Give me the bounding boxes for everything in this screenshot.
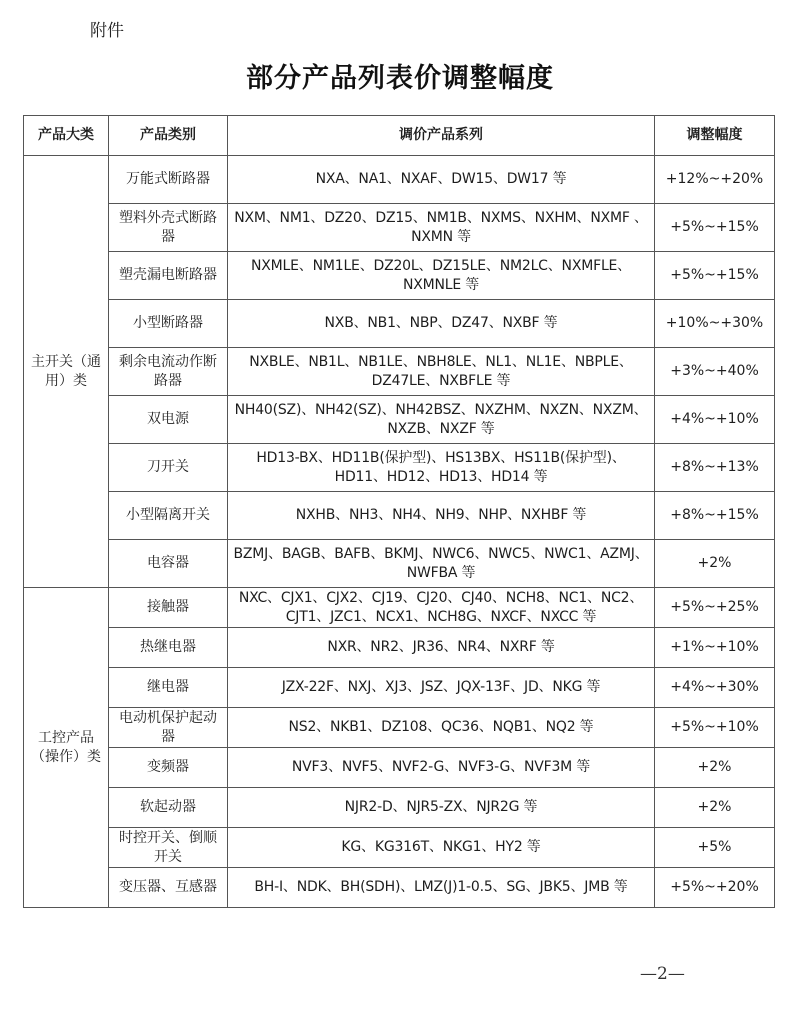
product-category-cell: 电动机保护起动器 [109, 708, 228, 748]
adjustment-range-cell: +4%~+10% [655, 396, 775, 444]
product-series-cell: BZMJ、BAGB、BAFB、BKMJ、NWC6、NWC5、NWC1、AZMJ、NWFBA 等 [228, 540, 655, 588]
table-row [24, 588, 775, 628]
product-series-cell: NXBLE、NB1L、NB1LE、NBH8LE、NL1、NL1E、NBPLE、DZ47LE、NXBFLE 等 [228, 348, 655, 396]
product-series-cell: NXA、NA1、NXAF、DW15、DW17 等 [228, 156, 655, 204]
header-product-category: 产品类别 [109, 116, 228, 156]
product-series-cell: NXM、NM1、DZ20、DZ15、NM1B、NXMS、NXHM、NXMF 、NXMN 等 [228, 204, 655, 252]
table-row [24, 444, 775, 492]
adjustment-range-cell: +2% [655, 540, 775, 588]
table-header-row [24, 116, 775, 156]
product-category-cell: 电容器 [109, 540, 228, 588]
product-category-cell: 小型隔离开关 [109, 492, 228, 540]
product-series-cell: NH40(SZ)、NH42(SZ)、NH42BSZ、NXZHM、NXZN、NXZM、NXZB、NXZF 等 [228, 396, 655, 444]
header-main-category: 产品大类 [24, 116, 109, 156]
adjustment-range-cell: +5%~+15% [655, 204, 775, 252]
table-row [24, 828, 775, 868]
table-row [24, 348, 775, 396]
adjustment-range-cell: +5% [655, 828, 775, 868]
product-category-cell: 软起动器 [109, 788, 228, 828]
product-series-cell: JZX-22F、NXJ、XJ3、JSZ、JQX-13F、JD、NKG 等 [228, 668, 655, 708]
table-row [24, 708, 775, 748]
product-series-cell: KG、KG316T、NKG1、HY2 等 [228, 828, 655, 868]
adjustment-range-cell: +4%~+30% [655, 668, 775, 708]
product-series-cell: NVF3、NVF5、NVF2-G、NVF3-G、NVF3M 等 [228, 748, 655, 788]
table-row [24, 540, 775, 588]
adjustment-range-cell: +8%~+13% [655, 444, 775, 492]
table-row [24, 668, 775, 708]
product-category-cell: 塑壳漏电断路器 [109, 252, 228, 300]
table-row [24, 396, 775, 444]
product-category-cell: 继电器 [109, 668, 228, 708]
product-category-cell: 万能式断路器 [109, 156, 228, 204]
product-category-cell: 刀开关 [109, 444, 228, 492]
product-series-cell: NXR、NR2、JR36、NR4、NXRF 等 [228, 628, 655, 668]
product-category-cell: 变压器、互感器 [109, 868, 228, 908]
adjustment-range-cell: +2% [655, 788, 775, 828]
adjustment-range-cell: +5%~+20% [655, 868, 775, 908]
product-series-cell: NXC、CJX1、CJX2、CJ19、CJ20、CJ40、NCH8、NC1、NC2、CJT1、JZC1、NCX1、NCH8G、NXCF、NXCC 等 [228, 588, 655, 628]
product-series-cell: NXHB、NH3、NH4、NH9、NHP、NXHBF 等 [228, 492, 655, 540]
product-category-cell: 剩余电流动作断路器 [109, 348, 228, 396]
table-row [24, 628, 775, 668]
product-series-cell: NXB、NB1、NBP、DZ47、NXBF 等 [228, 300, 655, 348]
adjustment-range-cell: +3%~+40% [655, 348, 775, 396]
product-category-cell: 热继电器 [109, 628, 228, 668]
page-number: —2— [640, 964, 685, 984]
adjustment-range-cell: +5%~+15% [655, 252, 775, 300]
adjustment-range-cell: +12%~+20% [655, 156, 775, 204]
table-body [24, 156, 775, 908]
product-category-cell: 时控开关、倒顺开关 [109, 828, 228, 868]
group-name-cell: 工控产品（操作）类 [24, 588, 109, 908]
table-row [24, 204, 775, 252]
table-row [24, 868, 775, 908]
product-category-cell: 塑料外壳式断路器 [109, 204, 228, 252]
product-category-cell: 双电源 [109, 396, 228, 444]
group-name-cell: 主开关（通用）类 [24, 156, 109, 588]
header-adjustment-range: 调整幅度 [655, 116, 775, 156]
product-series-cell: NJR2-D、NJR5-ZX、NJR2G 等 [228, 788, 655, 828]
adjustment-range-cell: +8%~+15% [655, 492, 775, 540]
adjustment-range-cell: +10%~+30% [655, 300, 775, 348]
product-category-cell: 接触器 [109, 588, 228, 628]
attachment-label: 附件 [90, 21, 124, 41]
table-row [24, 300, 775, 348]
adjustment-range-cell: +1%~+10% [655, 628, 775, 668]
adjustment-range-cell: +5%~+25% [655, 588, 775, 628]
product-series-cell: NS2、NKB1、DZ108、QC36、NQB1、NQ2 等 [228, 708, 655, 748]
price-adjustment-table [23, 115, 775, 908]
header-product-series: 调价产品系列 [228, 116, 655, 156]
table-row [24, 492, 775, 540]
product-category-cell: 小型断路器 [109, 300, 228, 348]
adjustment-range-cell: +2% [655, 748, 775, 788]
table-row [24, 252, 775, 300]
adjustment-range-cell: +5%~+10% [655, 708, 775, 748]
product-series-cell: HD13-BX、HD11B(保护型)、HS13BX、HS11B(保护型)、HD11、HD12、HD13、HD14 等 [228, 444, 655, 492]
product-series-cell: NXMLE、NM1LE、DZ20L、DZ15LE、NM2LC、NXMFLE、NXMNLE 等 [228, 252, 655, 300]
document-title: 部分产品列表价调整幅度 [246, 63, 554, 94]
table-row [24, 748, 775, 788]
product-series-cell: BH-Ⅰ、NDK、BH(SDH)、LMZ(J)1-0.5、SG、JBK5、JMB 等 [228, 868, 655, 908]
product-category-cell: 变频器 [109, 748, 228, 788]
table-row [24, 788, 775, 828]
table-row [24, 156, 775, 204]
